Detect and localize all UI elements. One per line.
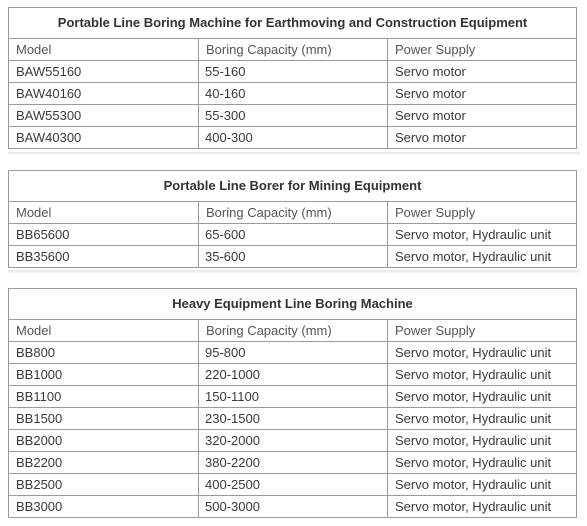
table-row <box>9 408 577 430</box>
model-cell: BAW40300 <box>9 127 199 149</box>
model-cell: BAW55160 <box>9 61 199 83</box>
table-row <box>9 127 577 149</box>
table-caption-row <box>9 8 577 39</box>
power-supply-cell: Servo motor, Hydraulic unit <box>388 224 577 246</box>
table-row <box>9 224 577 246</box>
power-supply-cell: Servo motor, Hydraulic unit <box>388 246 577 268</box>
capacity-cell: 65-600 <box>199 224 388 246</box>
table-title: Heavy Equipment Line Boring Machine <box>9 289 577 320</box>
capacity-cell: 220-1000 <box>199 364 388 386</box>
table-row <box>9 342 577 364</box>
column-header-power-supply: Power Supply <box>388 39 577 61</box>
mining-line-borer-table <box>8 170 577 268</box>
capacity-cell: 380-2200 <box>199 452 388 474</box>
power-supply-cell: Servo motor, Hydraulic unit <box>388 386 577 408</box>
power-supply-cell: Servo motor <box>388 127 577 149</box>
model-cell: BB1100 <box>9 386 199 408</box>
model-cell: BB2200 <box>9 452 199 474</box>
column-header-power-supply: Power Supply <box>388 202 577 224</box>
power-supply-cell: Servo motor, Hydraulic unit <box>388 474 577 496</box>
capacity-cell: 55-160 <box>199 61 388 83</box>
table-row <box>9 496 577 518</box>
power-supply-cell: Servo motor, Hydraulic unit <box>388 408 577 430</box>
model-cell: BAW40160 <box>9 83 199 105</box>
power-supply-cell: Servo motor <box>388 83 577 105</box>
table-title: Portable Line Borer for Mining Equipment <box>9 171 577 202</box>
capacity-cell: 150-1100 <box>199 386 388 408</box>
column-header-model: Model <box>9 39 199 61</box>
model-cell: BB65600 <box>9 224 199 246</box>
model-cell: BB3000 <box>9 496 199 518</box>
capacity-cell: 35-600 <box>199 246 388 268</box>
table-row <box>9 452 577 474</box>
table-shadow <box>8 152 580 156</box>
model-cell: BB1500 <box>9 408 199 430</box>
capacity-cell: 95-800 <box>199 342 388 364</box>
capacity-cell: 40-160 <box>199 83 388 105</box>
table-title: Portable Line Boring Machine for Earthmoving and Construction Equipment <box>9 8 577 39</box>
table-row <box>9 83 577 105</box>
power-supply-cell: Servo motor <box>388 61 577 83</box>
table-shadow <box>8 270 580 274</box>
capacity-cell: 320-2000 <box>199 430 388 452</box>
table-row <box>9 386 577 408</box>
column-header-boring-capacity: Boring Capacity (mm) <box>199 320 388 342</box>
model-cell: BB1000 <box>9 364 199 386</box>
capacity-cell: 230-1500 <box>199 408 388 430</box>
power-supply-cell: Servo motor <box>388 105 577 127</box>
column-header-model: Model <box>9 320 199 342</box>
table-header-row <box>9 320 577 342</box>
table-row <box>9 430 577 452</box>
power-supply-cell: Servo motor, Hydraulic unit <box>388 496 577 518</box>
table-row <box>9 474 577 496</box>
table-row <box>9 364 577 386</box>
model-cell: BAW55300 <box>9 105 199 127</box>
table-row <box>9 246 577 268</box>
table-caption-row <box>9 171 577 202</box>
power-supply-cell: Servo motor, Hydraulic unit <box>388 342 577 364</box>
power-supply-cell: Servo motor, Hydraulic unit <box>388 430 577 452</box>
table-caption-row <box>9 289 577 320</box>
power-supply-cell: Servo motor, Hydraulic unit <box>388 364 577 386</box>
capacity-cell: 500-3000 <box>199 496 388 518</box>
table-row <box>9 105 577 127</box>
column-header-model: Model <box>9 202 199 224</box>
column-header-power-supply: Power Supply <box>388 320 577 342</box>
column-header-boring-capacity: Boring Capacity (mm) <box>199 202 388 224</box>
model-cell: BB35600 <box>9 246 199 268</box>
capacity-cell: 400-2500 <box>199 474 388 496</box>
power-supply-cell: Servo motor, Hydraulic unit <box>388 452 577 474</box>
column-header-boring-capacity: Boring Capacity (mm) <box>199 39 388 61</box>
model-cell: BB2500 <box>9 474 199 496</box>
capacity-cell: 400-300 <box>199 127 388 149</box>
model-cell: BB2000 <box>9 430 199 452</box>
table-header-row <box>9 202 577 224</box>
earthmoving-boring-machine-table <box>8 7 577 149</box>
table-header-row <box>9 39 577 61</box>
capacity-cell: 55-300 <box>199 105 388 127</box>
heavy-equipment-boring-machine-table <box>8 288 577 518</box>
table-row <box>9 61 577 83</box>
model-cell: BB800 <box>9 342 199 364</box>
